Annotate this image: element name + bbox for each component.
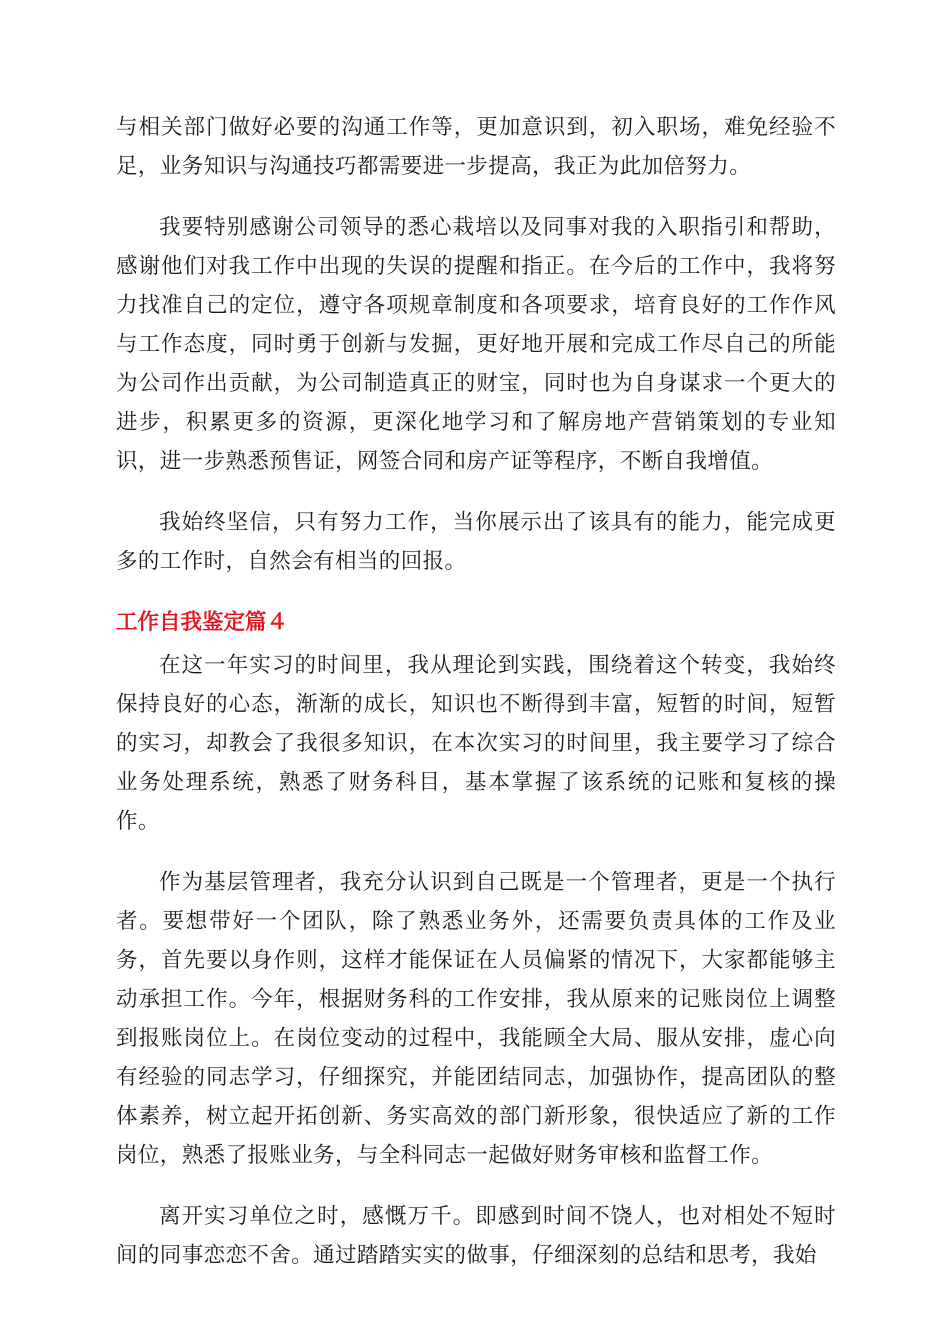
section-heading: 工作自我鉴定篇４	[116, 610, 289, 635]
document-page	[116, 108, 836, 1297]
paragraph-leaving: 离开实习单位之时，感慨万千。即感到时间不饶人，也对相处不短时间的同事恋恋不舍。通过踏踏实实的做事，仔细深刻的总结和思考，我始	[116, 1204, 836, 1268]
paragraph-management: 作为基层管理者，我充分认识到自己既是一个管理者，更是一个执行者。要想带好一个团队，除了熟悉业务外，还需要负责具体的工作及业务，首先要以身作则，这样才能保证在人员偏紧的情况下，大家都能够主动承担工作。今年，根据财务科的工作安排，我从原来的记账岗位上调整到报账岗位上。在岗位变动的过程中，我能顾全大局、服从安排，虚心向有经验的同志学习，仔细探究，并能团结同志，加强协作，提高团队的整体素养，树立起开拓创新、务实高效的部门新形象，很快适应了新的工作岗位，熟悉了报账业务，与全科同志一起做好财务审核和监督工作。	[116, 870, 836, 1168]
paragraph-internship: 在这一年实习的时间里，我从理论到实践，围绕着这个转变，我始终保持良好的心态，渐渐的成长，知识也不断得到丰富，短暂的时间，短暂的实习，却教会了我很多知识，在本次实习的时间里，我主要学习了综合业务处理系统，熟悉了财务科目，基本掌握了该系统的记账和复核的操作。	[116, 653, 836, 834]
paragraph-belief: 我始终坚信，只有努力工作，当你展示出了该具有的能力，能完成更多的工作时，自然会有相当的回报。	[116, 510, 836, 574]
paragraph-gratitude: 我要特别感谢公司领导的悉心栽培以及同事对我的入职指引和帮助，感谢他们对我工作中出现的失误的提醒和指正。在今后的工作中，我将努力找准自己的定位，遵守各项规章制度和各项要求，培育良好的工作作风与工作态度，同时勇于创新与发掘，更好地开展和完成工作尽自己的所能为公司作出贡献，为公司制造真正的财宝，同时也为自身谋求一个更大的进步，积累更多的资源，更深化地学习和了解房地产营销策划的专业知识，进一步熟悉预售证，网签合同和房产证等程序，不断自我增值。	[116, 215, 836, 474]
paragraph-continuation: 与相关部门做好必要的沟通工作等，更加意识到，初入职场，难免经验不足，业务知识与沟通技巧都需要进一步提高，我正为此加倍努力。	[116, 115, 836, 179]
